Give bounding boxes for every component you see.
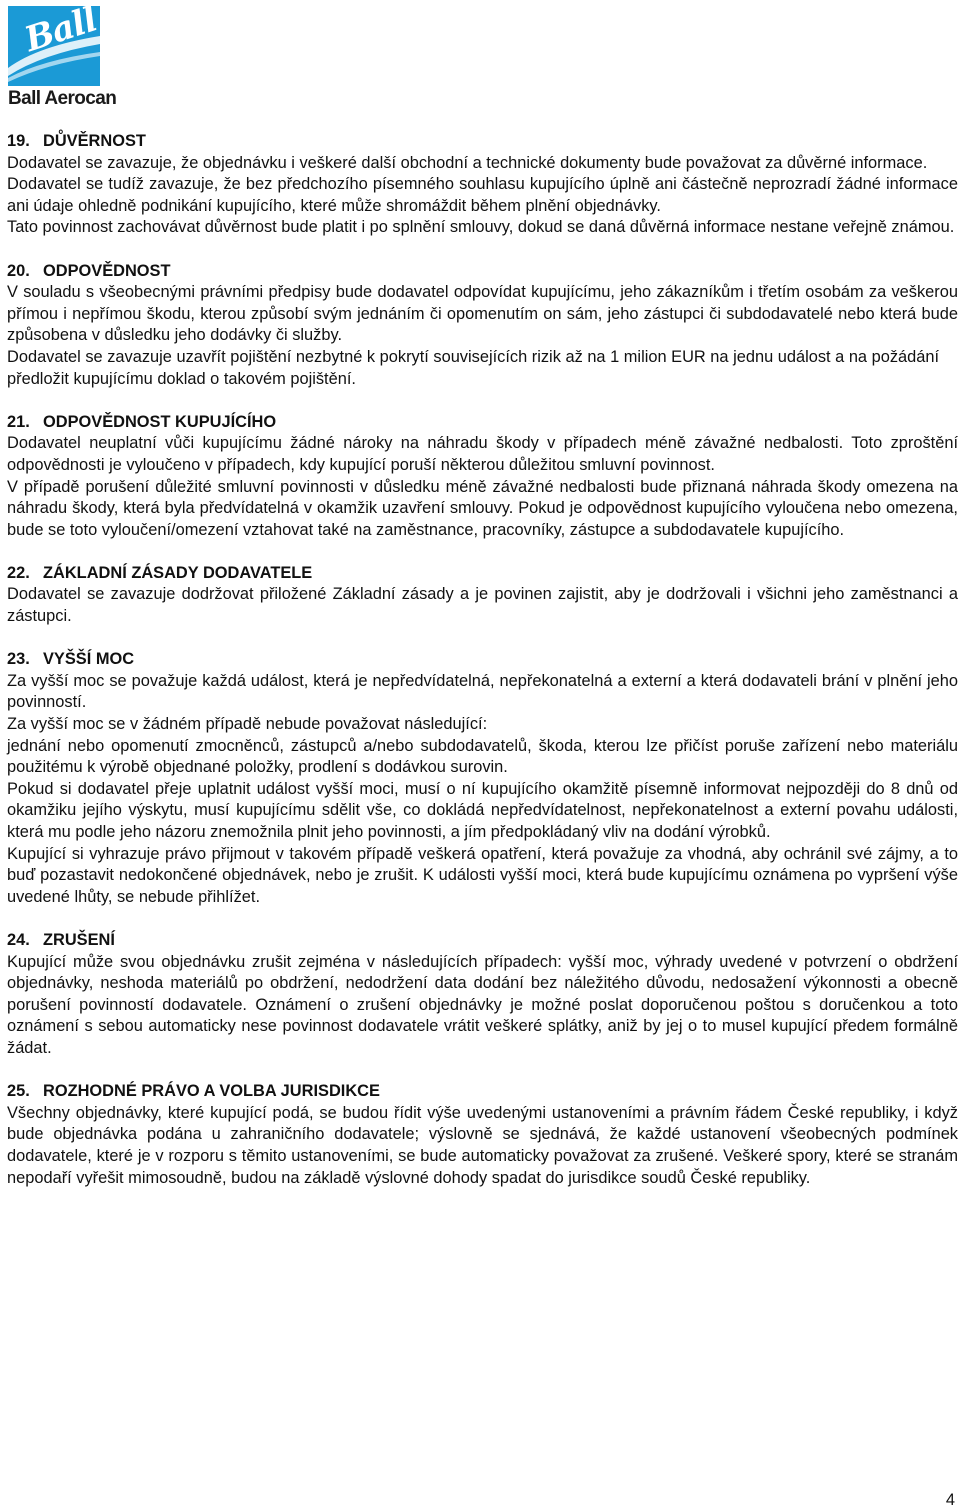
section-21-buyer-liability	[7, 412, 958, 542]
paragraph: Dodavatel se zavazuje, že objednávku i veškeré další obchodní a technické dokumenty bude považovat za důvěrné informace.	[7, 153, 928, 172]
paragraph: V souladu s všeobecnými právními předpisy bude dodavatel odpovídat kupujícímu, jeho zákazníkům i třetím osobám za veškerou přímou i nepřímou škodu, kterou způsobí svým jednáním či opomenutím on sám, jeho zástupci či subdodavatelé nebo která bude způsobena v důsledku jeho dodávky či služby.	[7, 283, 958, 345]
section-number: 20.	[7, 261, 30, 280]
paragraph: Za vyšší moc se v žádném případě nebude považovat následující:	[7, 715, 488, 734]
paragraph: Dodavatel se tudíž zavazuje, že bez předchozího písemného souhlasu kupujícího úplně ani částečně neprozradí žádné informace ani údaje ohledně podnikání kupujícího, které může shromáždit během plnění objednávky.	[7, 175, 958, 215]
paragraph: Tato povinnost zachovávat důvěrnost bude platit i po splnění smlouvy, dokud se daná důvěrná informace nestane veřejně známou.	[7, 218, 955, 237]
section-number: 22.	[7, 563, 30, 582]
logo-company-name: Ball Aerocan	[8, 88, 117, 109]
paragraph: Všechny objednávky, které kupující podá, se budou řídit výše uvedenými ustanoveními a právním řádem České republiky, i když bude objednávka podána u zahraničního dodavatele; výslovně se sjednává, že každé ustanovení všeobecných podmínek dodavatele, které je v rozporu s těmito ustanoveními, se bude automaticky považovat za zrušené. Veškeré spory, které se stranám nepodaří vyřešit mimosoudně, budou na základě výslovné dohody spadat do jurisdikce soudů České republiky.	[7, 1103, 958, 1187]
section-heading	[7, 261, 958, 283]
section-heading	[7, 1081, 958, 1103]
section-number: 25.	[7, 1082, 30, 1101]
paragraph: Dodavatel se zavazuje dodržovat přiložené Základní zásady a je povinen zajistit, aby je dodržovali i všichni jeho zaměstnanci a zástupci.	[7, 585, 958, 626]
paragraph: Dodavatel neuplatní vůči kupujícímu žádné nároky na náhradu škody v případech méně závažné nedbalosti. Toto zproštění odpovědnosti je vyloučeno v případech, kdy kupující poruší některou důležitou smluvní povinnost.	[7, 434, 958, 474]
section-19-confidentiality	[7, 131, 958, 239]
document-body	[7, 131, 958, 1211]
section-23-force-majeure	[7, 649, 958, 908]
paragraph: Dodavatel se zavazuje uzavřít pojištění nezbytné k pokrytí souvisejících rizik až na 1 milion EUR na jednu událost a na požádání předložit kupujícímu doklad o takovém pojištění.	[7, 347, 940, 388]
section-20-liability	[7, 261, 958, 391]
paragraph: Pokud si dodavatel přeje uplatnit událost vyšší moci, musí o ní kupujícího okamžitě písemně informovat nejpozději do 8 dnů od okamžiku jejího výskytu, musí kupujícímu sdělit vše, co dokládá nepředvídatelnost, nepřekonatelnost a externí povahu události, která mu podle jeho názoru znemožnila plnit jeho povinnosti, a jím předpokládaný vliv na dodání výrobků.	[7, 779, 958, 841]
section-title: ODPOVĚDNOST KUPUJÍCÍHO	[43, 412, 277, 431]
paragraph: V případě porušení důležité smluvní povinnosti v důsledku méně závažné nedbalosti bude přiznaná náhrada škody omezena na náhradu škody, která byla předvídatelná v okamžik uzavření smlouvy. Pokud je odpovědnost kupujícího vyloučena nebo omezena, bude se toto vyloučení/omezení vztahovat také na zaměstnance, pracovníky, zástupce a subdodavatele kupujícího.	[7, 477, 958, 539]
section-22-supplier-principles	[7, 563, 958, 628]
section-25-governing-law	[7, 1081, 958, 1189]
paragraph: Kupující může svou objednávku zrušit zejména v následujících případech: vyšší moc, výhrady uvedené v potvrzení o obdržení objednávky, neshoda materiálů po obdržení, nedodržení data dodání bez náležitého důvodu, nedosažení výkonnosti a obecně porušení povinností dodavatele. Oznámení o zrušení objednávky je možné poslat doporučenou poštou s doručenkou a toto oznámení s sebou automaticky nese povinnost dodavatele vrátit veškeré splátky, aniž by jej o to musel kupující předem formálně žádat.	[7, 952, 958, 1057]
section-title: DŮVĚRNOST	[43, 132, 146, 150]
section-24-cancellation	[7, 930, 958, 1060]
section-title: ZRUŠENÍ	[43, 930, 115, 949]
company-logo	[8, 0, 134, 110]
section-heading	[7, 131, 958, 153]
paragraph: jednání nebo opomenutí zmocněnců, zástupců a/nebo subdodavatelů, škoda, kterou lze přičíst poruše zařízení nebo materiálu použitému k výrobě objednané položky, prodlení s dodávkou surovin.	[7, 736, 958, 777]
section-heading	[7, 563, 958, 585]
section-title: VYŠŠÍ MOC	[43, 650, 135, 669]
section-heading	[7, 930, 958, 952]
logo-mark-text: Ball	[20, 0, 102, 61]
section-title: ODPOVĚDNOST	[43, 261, 171, 280]
section-heading	[7, 649, 958, 671]
paragraph: Za vyšší moc se považuje každá událost, která je nepředvídatelná, nepřekonatelná a externí a která dodavateli brání v plnění jeho povinností.	[7, 671, 958, 712]
section-number: 24.	[7, 930, 30, 949]
section-heading	[7, 412, 958, 434]
ball-logo-mark	[8, 0, 102, 86]
section-number: 23.	[7, 650, 30, 669]
section-title: ZÁKLADNÍ ZÁSADY DODAVATELE	[43, 563, 313, 582]
section-number: 19.	[7, 132, 30, 150]
paragraph: Kupující si vyhrazuje právo přijmout v takovém případě veškerá opatření, která považuje za vhodná, aby ochránil své zájmy, a to buď pozastavit nedokončené objednávek, nebo je zrušit. K události vyšší moci, která bude kupujícímu oznámena po vypršení výše uvedené lhůty, se nebude přihlížet.	[7, 844, 958, 906]
section-number: 21.	[7, 412, 30, 431]
page-number: 4	[945, 1491, 955, 1510]
section-title: ROZHODNÉ PRÁVO A VOLBA JURISDIKCE	[43, 1082, 380, 1101]
